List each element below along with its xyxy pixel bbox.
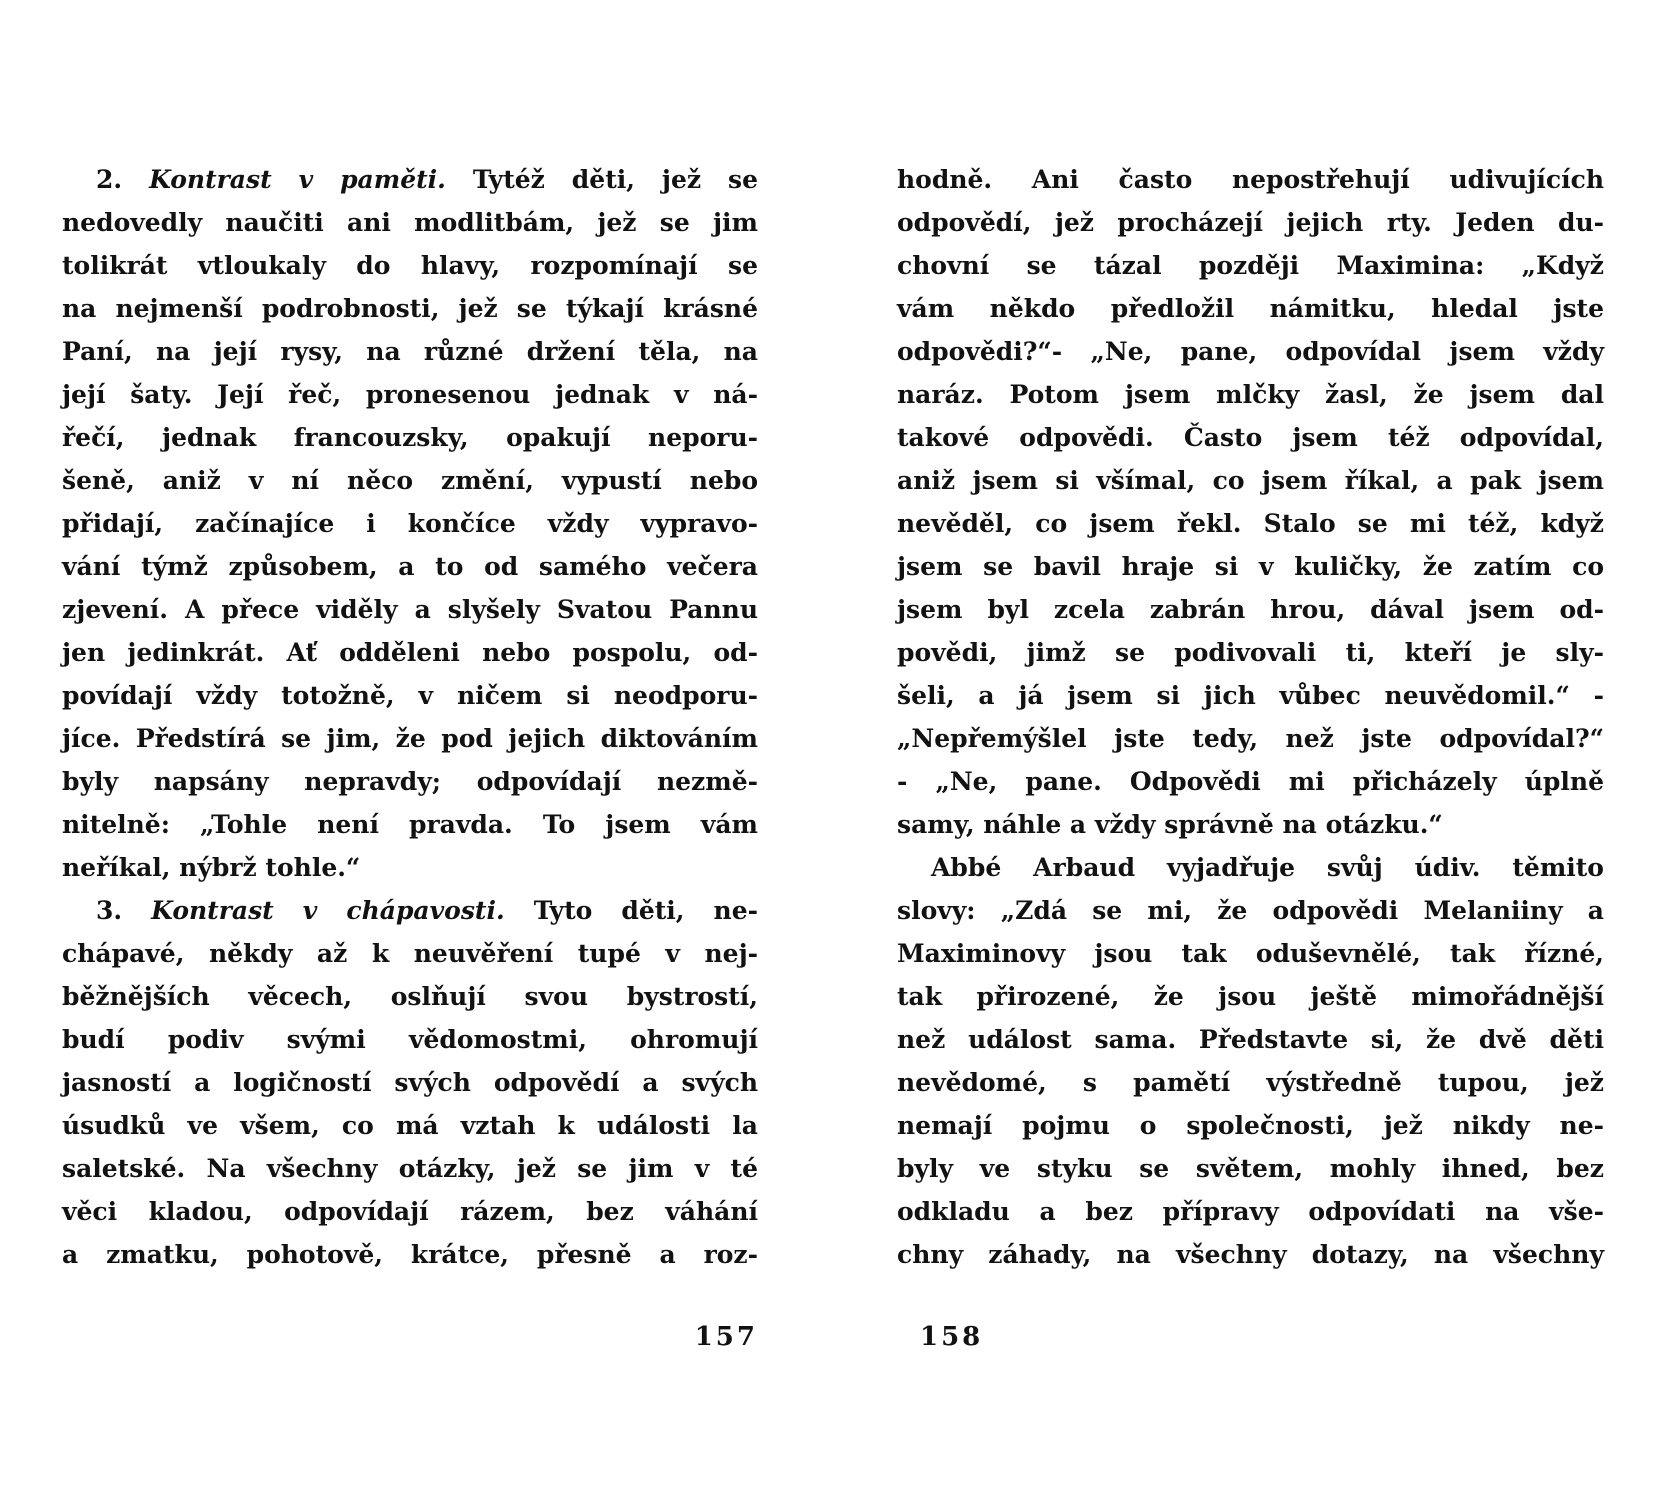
text-line: takové odpovědi. Často jsem též odpovídal, — [897, 423, 1604, 452]
text-line: přidají, začínajíce i končíce vždy vypravo- — [62, 509, 758, 538]
text-line: Abbé Arbaud vyjadřuje svůj údiv. těmito — [931, 853, 1604, 882]
text-line: nemají pojmu o společnosti, jež nikdy ne- — [897, 1111, 1604, 1140]
text-line: jíce. Předstírá se jim, že pod jejich diktováním — [62, 724, 758, 753]
text-line: povědi, jimž se podivovali ti, kteří je sly- — [897, 638, 1604, 667]
text-line: nedovedly naučiti ani modlitbám, jež se jim — [62, 208, 758, 237]
text-line: aniž jsem si všímal, co jsem říkal, a pak jsem — [897, 466, 1604, 495]
text-line: na nejmenší podrobnosti, jež se týkají krásné — [62, 294, 758, 323]
text-line: než událost sama. Představte si, že dvě děti — [897, 1025, 1604, 1054]
text-line: „Nepřemýšlel jste tedy, než jste odpovídal?“ — [897, 724, 1604, 753]
text-line: samy, náhle a vždy správně na otázku.“ — [897, 810, 1443, 839]
text-line: běžnějších věcech, oslňují svou bystrostí, — [62, 982, 758, 1011]
text-line: odkladu a bez přípravy odpovídati na vše- — [897, 1197, 1604, 1226]
text-line: nitelně: „Tohle není pravda. To jsem vám — [62, 810, 758, 839]
text-line: Maximinovy jsou tak oduševnělé, tak řízné, — [897, 939, 1604, 968]
text-line: vám někdo předložil námitku, hledal jste — [897, 294, 1604, 323]
text-line: byly napsány nepravdy; odpovídají nezmě- — [62, 767, 758, 796]
text-line: šeně, aniž v ní něco změní, vypustí nebo — [62, 466, 758, 495]
right-page-text-column — [897, 158, 1604, 1276]
page-number-right: 158 — [920, 1322, 984, 1352]
text-line: úsudků ve všem, co má vztah k události la — [62, 1111, 758, 1140]
text-line: budí podiv svými vědomostmi, ohromují — [62, 1025, 758, 1054]
text-line: saletské. Na všechny otázky, jež se jim v té — [62, 1154, 758, 1183]
text-line: zjevení. A přece viděly a slyšely Svatou Pannu — [62, 595, 758, 624]
text-line: chovní se tázal později Maximina: „Když — [897, 251, 1604, 280]
text-line: tak přirozené, že jsou ještě mimořádnější — [897, 982, 1604, 1011]
text-line: vání týmž způsobem, a to od samého večera — [62, 552, 758, 581]
text-line: povídají vždy totožně, v ničem si neodporu- — [62, 681, 758, 710]
text-line: řečí, jednak francouzsky, opakují neporu- — [62, 423, 758, 452]
text-line: nevědomé, s pamětí výstředně tupou, jež — [897, 1068, 1604, 1097]
text-line: šeli, a já jsem si jich vůbec neuvědomil.“ - — [897, 681, 1604, 710]
page-number-left: 157 — [694, 1322, 758, 1352]
text-line: chny záhady, na všechny dotazy, na všechny — [897, 1240, 1604, 1269]
text-line: jsem se bavil hraje si v kuličky, že zatím co — [897, 552, 1604, 581]
text-line: jasností a logičností svých odpovědí a svých — [62, 1068, 758, 1097]
text-line: odpovědi?“- „Ne, pane, odpovídal jsem vždy — [897, 337, 1604, 366]
text-line: byly ve styku se světem, mohly ihned, bez — [897, 1154, 1604, 1183]
text-line: její šaty. Její řeč, pronesenou jednak v ná- — [62, 380, 758, 409]
text-line: chápavé, někdy až k neuvěření tupé v nej- — [62, 939, 758, 968]
text-line: slovy: „Zdá se mi, že odpovědi Melaniiny a — [897, 896, 1604, 925]
text-line: tolikrát vtloukaly do hlavy, rozpomínají se — [62, 251, 758, 280]
left-page-text-column — [62, 158, 758, 1276]
text-line: 3. Kontrast v chápavosti. Tyto děti, ne- — [96, 896, 758, 925]
text-line: věci kladou, odpovídají rázem, bez váhání — [62, 1197, 758, 1226]
text-line: - „Ne, pane. Odpovědi mi přicházely úplně — [897, 767, 1604, 796]
text-line: hodně. Ani často nepostřehují udivujících — [897, 165, 1604, 194]
text-line: odpovědí, jež procházejí jejich rty. Jeden du- — [897, 208, 1604, 237]
section-heading-italic: Kontrast v paměti. — [149, 165, 446, 194]
text-line: 2. Kontrast v paměti. Tytéž děti, jež se — [96, 165, 758, 194]
text-line: naráz. Potom jsem mlčky žasl, že jsem dal — [897, 380, 1604, 409]
text-line: jen jedinkrát. Ať odděleni nebo pospolu, od- — [62, 638, 758, 667]
text-line: neříkal, nýbrž tohle.“ — [62, 853, 361, 882]
section-heading-italic: Kontrast v chápavosti. — [151, 896, 505, 925]
text-line: a zmatku, pohotově, krátce, přesně a roz- — [62, 1240, 758, 1269]
text-line: jsem byl zcela zabrán hrou, dával jsem od- — [897, 595, 1604, 624]
text-line: Paní, na její rysy, na různé držení těla, na — [62, 337, 758, 366]
text-line: nevěděl, co jsem řekl. Stalo se mi též, když — [897, 509, 1604, 538]
